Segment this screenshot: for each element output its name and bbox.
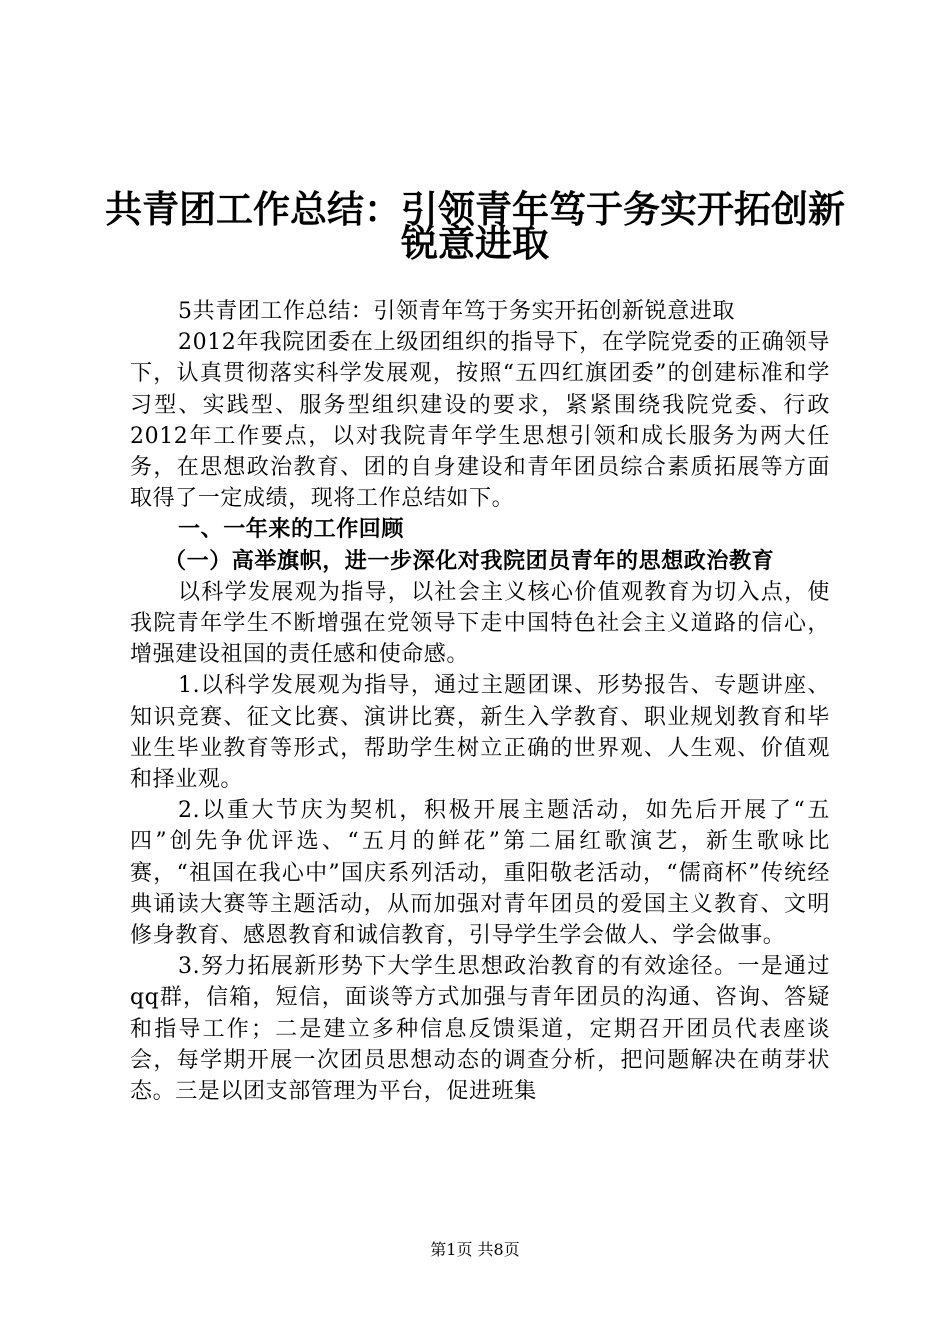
body-paragraph: 5共青团工作总结：引领青年笃于务实开拓创新锐意进取 — [178, 299, 735, 324]
body-paragraph: 2.以重大节庆为契机，积极开展主题活动，如先后开展了“五四”创先争优评选、“五月的鲜花”第二届红歌演艺，新生歌咏比赛，“祖国在我心中”国庆系列活动，重阳敬老活动，“儒商杯”传统经典诵读大赛等主题活动，从而加强对青年团员的爱国主义教育、文明修身教育、感恩教育和诚信教育，引导学生学会做人、学会做事。 — [130, 798, 830, 949]
body-paragraph: 2012年我院团委在上级团组织的指导下，在学院党委的正确领导下，认真贯彻落实科学发展观，按照“五四红旗团委”的创建标准和学习型、实践型、服务型组织建设的要求，紧紧围绕我院党委、行政2012年工作要点，以对我院青年学生思想引领和成长服务为两大任务，在思想政治教育、团的自身建设和青年团员综合素质拓展等方面取得了一定成绩，现将工作总结如下。 — [130, 330, 830, 512]
body-paragraph: 1.以科学发展观为指导，通过主题团课、形势报告、专题讲座、知识竞赛、征文比赛、演讲比赛，新生入学教育、职业规划教育和毕业生毕业教育等形式，帮助学生树立正确的世界观、人生观、价值观和择业观。 — [130, 673, 830, 793]
body-paragraph: 3.努力拓展新形势下大学生思想政治教育的有效途径。一是通过qq群，信箱，短信，面谈等方式加强与青年团员的沟通、咨询、答疑和指导工作；二是建立多种信息反馈渠道，定期召开团员代表座谈会，每学期开展一次团员思想动态的调查分析，把问题解决在萌芽状态。三是以团支部管理为平台，促进班集 — [130, 954, 830, 1105]
document-title-line1: 共青团工作总结：引领青年笃于务实开拓创新 — [105, 188, 845, 231]
document-body — [130, 296, 830, 1107]
page-footer: 第1页 共8页 — [430, 1240, 520, 1259]
document-title-line2: 锐意进取 — [401, 222, 549, 265]
subsection-heading: （一）高举旗帜，进一步深化对我院团员青年的思想政治教育 — [164, 548, 775, 574]
section-heading: 一、一年来的工作回顾 — [178, 517, 405, 543]
body-paragraph: 以科学发展观为指导，以社会主义核心价值观教育为切入点，使我院青年学生不断增强在党领导下走中国特色社会主义道路的信心，增强建设祖国的责任感和使命感。 — [130, 579, 830, 668]
